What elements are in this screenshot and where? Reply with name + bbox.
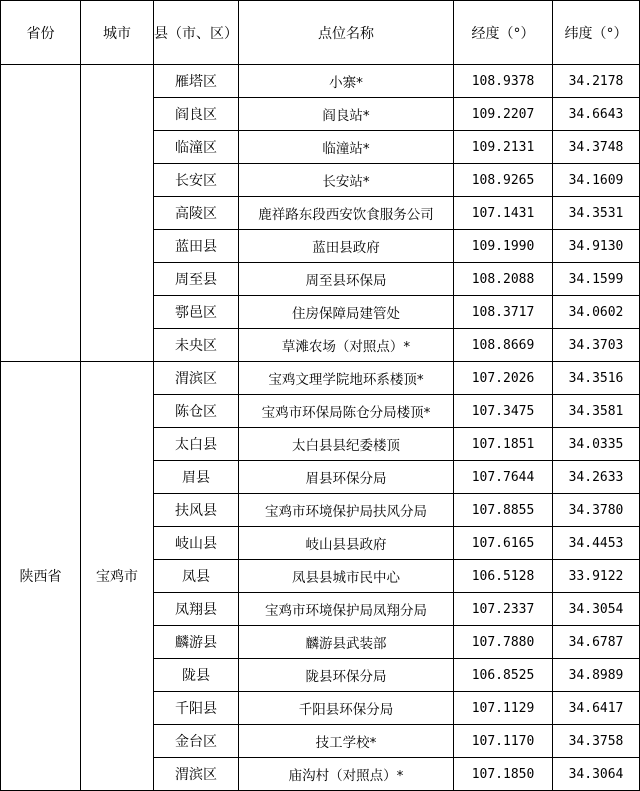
point-name-cell: 陇县环保分局 xyxy=(239,659,454,692)
latitude-cell: 33.9122 xyxy=(553,560,640,593)
point-name-cell: 宝鸡市环境保护局凤翔分局 xyxy=(239,593,454,626)
table-row xyxy=(1,65,640,98)
header-province: 省份 xyxy=(1,1,81,65)
point-name-cell: 蓝田县政府 xyxy=(239,230,454,263)
point-name-cell: 麟游县武装部 xyxy=(239,626,454,659)
latitude-cell: 34.3748 xyxy=(553,131,640,164)
district-cell: 雁塔区 xyxy=(154,65,239,98)
longitude-cell: 108.3717 xyxy=(454,296,553,329)
longitude-cell: 108.2088 xyxy=(454,263,553,296)
latitude-cell: 34.1609 xyxy=(553,164,640,197)
point-name-cell: 临潼站* xyxy=(239,131,454,164)
city-cell: 宝鸡市 xyxy=(81,362,154,791)
longitude-cell: 108.8669 xyxy=(454,329,553,362)
district-cell: 千阳县 xyxy=(154,692,239,725)
point-name-cell: 草滩农场（对照点）* xyxy=(239,329,454,362)
district-cell: 渭滨区 xyxy=(154,758,239,791)
table-row xyxy=(1,362,640,395)
district-cell: 太白县 xyxy=(154,428,239,461)
point-name-cell: 庙沟村（对照点）* xyxy=(239,758,454,791)
longitude-cell: 107.2026 xyxy=(454,362,553,395)
longitude-cell: 107.2337 xyxy=(454,593,553,626)
point-name-cell: 宝鸡市环保局陈仓分局楼顶* xyxy=(239,395,454,428)
latitude-cell: 34.6643 xyxy=(553,98,640,131)
longitude-cell: 107.7644 xyxy=(454,461,553,494)
latitude-cell: 34.0335 xyxy=(553,428,640,461)
longitude-cell: 108.9265 xyxy=(454,164,553,197)
header-latitude: 纬度（°） xyxy=(553,1,640,65)
district-cell: 鄠邑区 xyxy=(154,296,239,329)
latitude-cell: 34.3064 xyxy=(553,758,640,791)
province-cell: 陕西省 xyxy=(1,362,81,791)
longitude-cell: 107.1851 xyxy=(454,428,553,461)
point-name-cell: 太白县县纪委楼顶 xyxy=(239,428,454,461)
longitude-cell: 107.6165 xyxy=(454,527,553,560)
district-cell: 渭滨区 xyxy=(154,362,239,395)
point-name-cell: 岐山县县政府 xyxy=(239,527,454,560)
district-cell: 麟游县 xyxy=(154,626,239,659)
district-cell: 阎良区 xyxy=(154,98,239,131)
longitude-cell: 107.1170 xyxy=(454,725,553,758)
district-cell: 长安区 xyxy=(154,164,239,197)
district-cell: 扶风县 xyxy=(154,494,239,527)
district-cell: 陈仓区 xyxy=(154,395,239,428)
district-cell: 金台区 xyxy=(154,725,239,758)
longitude-cell: 109.2131 xyxy=(454,131,553,164)
district-cell: 高陵区 xyxy=(154,197,239,230)
longitude-cell: 107.1850 xyxy=(454,758,553,791)
latitude-cell: 34.3531 xyxy=(553,197,640,230)
longitude-cell: 109.1990 xyxy=(454,230,553,263)
header-district: 县（市、区） xyxy=(154,1,239,65)
latitude-cell: 34.6417 xyxy=(553,692,640,725)
point-name-cell: 鹿祥路东段西安饮食服务公司 xyxy=(239,197,454,230)
latitude-cell: 34.3054 xyxy=(553,593,640,626)
latitude-cell: 34.2633 xyxy=(553,461,640,494)
latitude-cell: 34.0602 xyxy=(553,296,640,329)
point-name-cell: 技工学校* xyxy=(239,725,454,758)
district-cell: 眉县 xyxy=(154,461,239,494)
district-cell: 蓝田县 xyxy=(154,230,239,263)
district-cell: 陇县 xyxy=(154,659,239,692)
longitude-cell: 107.3475 xyxy=(454,395,553,428)
longitude-cell: 108.9378 xyxy=(454,65,553,98)
province-cell xyxy=(1,65,81,362)
district-cell: 未央区 xyxy=(154,329,239,362)
point-name-cell: 周至县环保局 xyxy=(239,263,454,296)
point-name-cell: 宝鸡市环境保护局扶风分局 xyxy=(239,494,454,527)
latitude-cell: 34.2178 xyxy=(553,65,640,98)
point-name-cell: 眉县环保分局 xyxy=(239,461,454,494)
header-longitude: 经度（°） xyxy=(454,1,553,65)
district-cell: 凤翔县 xyxy=(154,593,239,626)
district-cell: 临潼区 xyxy=(154,131,239,164)
district-cell: 凤县 xyxy=(154,560,239,593)
latitude-cell: 34.3581 xyxy=(553,395,640,428)
longitude-cell: 107.1129 xyxy=(454,692,553,725)
point-name-cell: 千阳县环保分局 xyxy=(239,692,454,725)
latitude-cell: 34.3516 xyxy=(553,362,640,395)
header-point-name: 点位名称 xyxy=(239,1,454,65)
point-name-cell: 宝鸡文理学院地环系楼顶* xyxy=(239,362,454,395)
longitude-cell: 109.2207 xyxy=(454,98,553,131)
longitude-cell: 106.5128 xyxy=(454,560,553,593)
point-name-cell: 长安站* xyxy=(239,164,454,197)
longitude-cell: 107.7880 xyxy=(454,626,553,659)
longitude-cell: 106.8525 xyxy=(454,659,553,692)
latitude-cell: 34.1599 xyxy=(553,263,640,296)
header-city: 城市 xyxy=(81,1,154,65)
latitude-cell: 34.8989 xyxy=(553,659,640,692)
longitude-cell: 107.1431 xyxy=(454,197,553,230)
longitude-cell: 107.8855 xyxy=(454,494,553,527)
latitude-cell: 34.9130 xyxy=(553,230,640,263)
district-cell: 周至县 xyxy=(154,263,239,296)
latitude-cell: 34.4453 xyxy=(553,527,640,560)
latitude-cell: 34.3780 xyxy=(553,494,640,527)
district-cell: 岐山县 xyxy=(154,527,239,560)
point-name-cell: 住房保障局建管处 xyxy=(239,296,454,329)
point-name-cell: 凤县县城市民中心 xyxy=(239,560,454,593)
latitude-cell: 34.3703 xyxy=(553,329,640,362)
header-row xyxy=(1,1,640,65)
latitude-cell: 34.6787 xyxy=(553,626,640,659)
latitude-cell: 34.3758 xyxy=(553,725,640,758)
point-name-cell: 小寨* xyxy=(239,65,454,98)
city-cell xyxy=(81,65,154,362)
point-name-cell: 阎良站* xyxy=(239,98,454,131)
